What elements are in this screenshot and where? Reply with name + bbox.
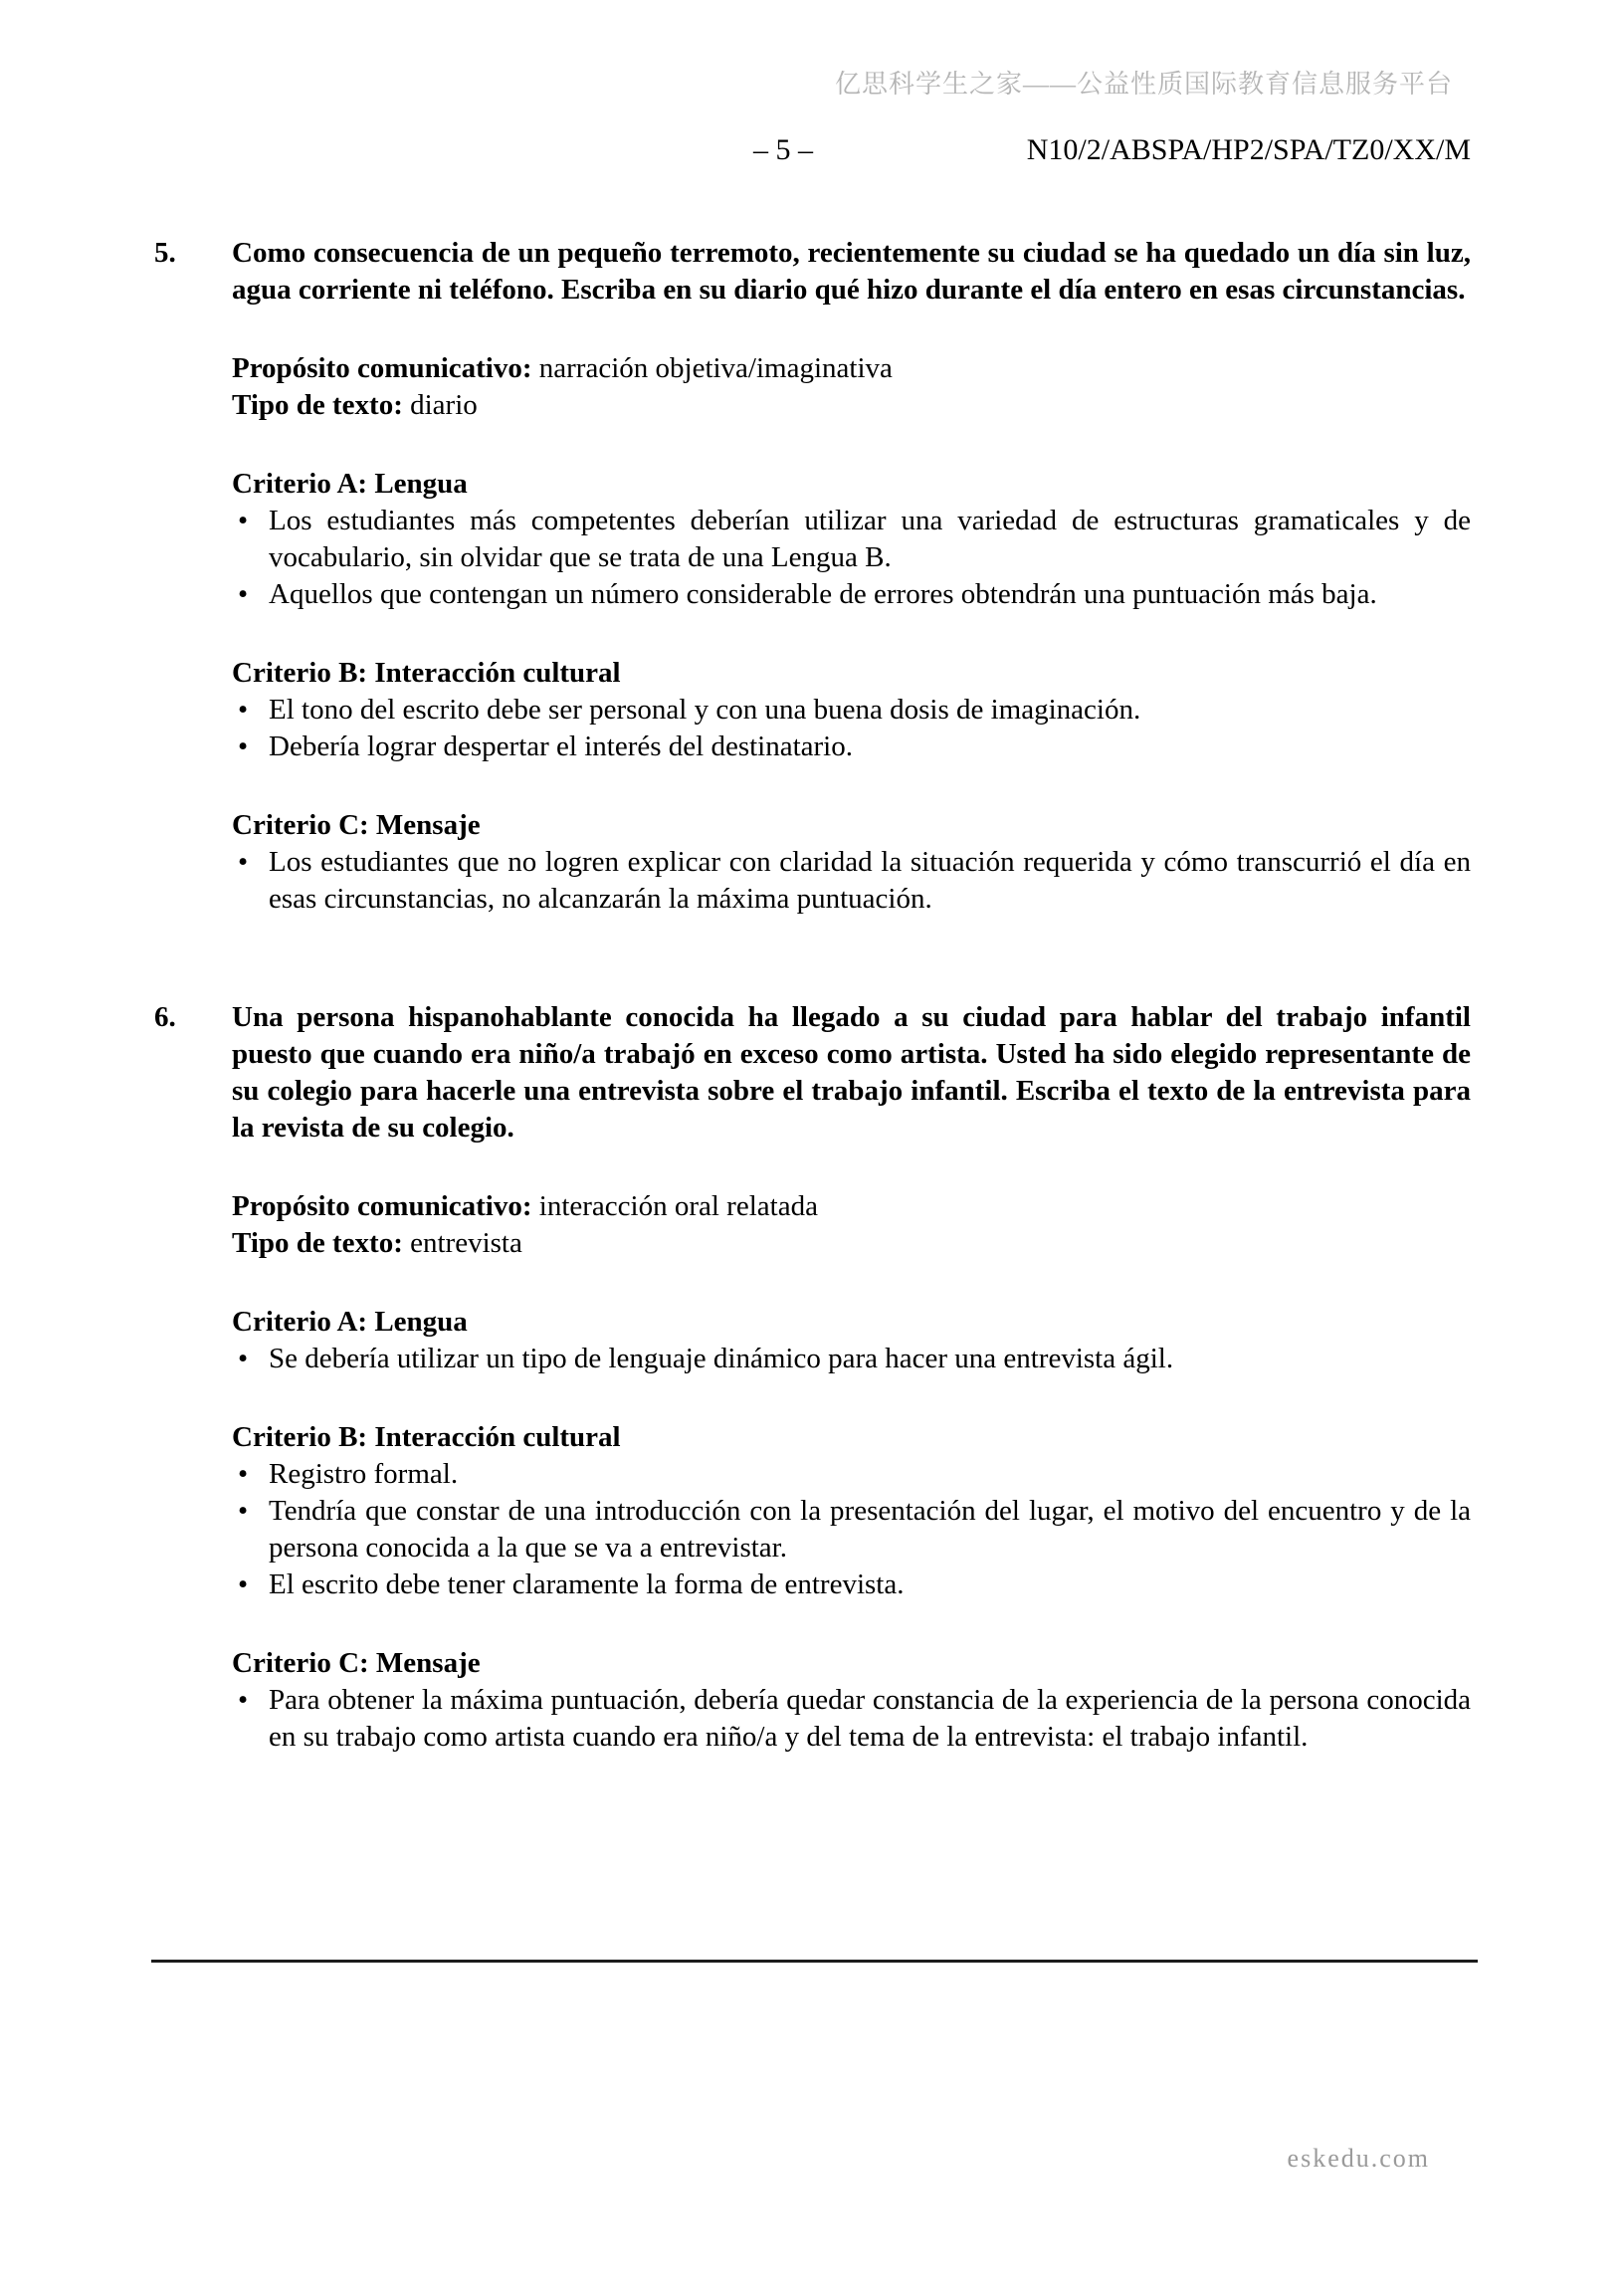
criterio-bullet bbox=[232, 729, 1471, 765]
bullet-text: Se debería utilizar un tipo de lenguaje dinámico para hacer una entrevista ágil. bbox=[269, 1343, 1174, 1374]
bullet-text: El tono del escrito debe ser personal y con una buena dosis de imaginación. bbox=[269, 694, 1141, 726]
criterio-heading: Criterio C: Mensaje bbox=[232, 1647, 481, 1679]
criterio-bullet bbox=[232, 503, 1471, 576]
criterio-bullet bbox=[232, 1456, 1471, 1493]
page-header bbox=[0, 131, 1623, 168]
criterio-heading: Criterio C: Mensaje bbox=[232, 809, 481, 841]
question-5-criterio-c bbox=[232, 807, 1471, 918]
question-6-number: 6. bbox=[154, 1001, 176, 1033]
proposito-value: narración objetiva/imaginativa bbox=[538, 352, 893, 384]
bullet-text: Debería lograr despertar el interés del destinatario. bbox=[269, 731, 853, 762]
question-5-criterio-a bbox=[232, 466, 1471, 613]
bullet-text: Los estudiantes que no logren explicar con claridad la situación requerida y cómo transcurrió el día en esas circunstancias, no alcanzarán la máxima puntuación. bbox=[269, 846, 1471, 915]
bullet-text: Los estudiantes más competentes deberían utilizar una variedad de estructuras gramaticales y de vocabulario, sin olvidar que se trata de una Lengua B. bbox=[269, 505, 1471, 573]
tipo-value: diario bbox=[410, 389, 478, 421]
proposito-value: interacción oral relatada bbox=[538, 1190, 818, 1222]
question-5-number: 5. bbox=[154, 237, 176, 269]
criterio-heading: Criterio B: Interacción cultural bbox=[232, 657, 621, 689]
criterio-bullet bbox=[232, 1341, 1471, 1377]
question-5-criterio-b bbox=[232, 655, 1471, 765]
question-6-proposito bbox=[232, 1188, 1471, 1225]
criterio-bullet bbox=[232, 576, 1471, 613]
bullet-icon: • bbox=[238, 1458, 249, 1490]
criterio-bullet bbox=[232, 692, 1471, 729]
bullet-icon: • bbox=[238, 846, 249, 878]
site-footer-text: eskedu.com bbox=[1287, 2144, 1430, 2173]
question-6 bbox=[154, 999, 1471, 1756]
question-6-criterio-a bbox=[232, 1304, 1471, 1377]
proposito-label: Propósito comunicativo: bbox=[232, 352, 532, 384]
criterio-bullet bbox=[232, 844, 1471, 918]
criterio-bullet bbox=[232, 1493, 1471, 1566]
tipo-label: Tipo de texto: bbox=[232, 1227, 403, 1259]
question-5-prompt: Como consecuencia de un pequeño terremoto, recientemente su ciudad se ha quedado un día sin luz, agua corriente ni teléfono. Escriba en su diario qué hizo durante el día entero en esas circunstancias. bbox=[232, 237, 1471, 306]
document-content bbox=[154, 235, 1471, 1756]
question-5-proposito bbox=[232, 350, 1471, 387]
bullet-icon: • bbox=[238, 1684, 249, 1716]
criterio-heading: Criterio B: Interacción cultural bbox=[232, 1421, 621, 1453]
bullet-icon: • bbox=[238, 1495, 249, 1527]
bullet-text: Aquellos que contengan un número considerable de errores obtendrán una puntuación más baja. bbox=[269, 578, 1377, 610]
question-6-body bbox=[232, 999, 1471, 1756]
footer-divider-line bbox=[151, 1960, 1478, 1963]
bullet-icon: • bbox=[238, 505, 249, 536]
bullet-text: Para obtener la máxima puntuación, debería quedar constancia de la experiencia de la persona conocida en su trabajo como artista cuando era niño/a y del tema de la entrevista: el trabajo infantil. bbox=[269, 1684, 1471, 1753]
bullet-icon: • bbox=[238, 1343, 249, 1374]
proposito-label: Propósito comunicativo: bbox=[232, 1190, 532, 1222]
criterio-heading: Criterio A: Lengua bbox=[232, 1306, 468, 1338]
criterio-bullet bbox=[232, 1566, 1471, 1603]
paper-reference-code: N10/2/ABSPA/HP2/SPA/TZ0/XX/M bbox=[1026, 133, 1471, 166]
question-5-body bbox=[232, 235, 1471, 918]
criterio-heading: Criterio A: Lengua bbox=[232, 468, 468, 500]
bullet-text: Tendría que constar de una introducción con la presentación del lugar, el motivo del encuentro y de la persona conocida a la que se va a entrevistar. bbox=[269, 1495, 1471, 1564]
criterio-bullet bbox=[232, 1682, 1471, 1756]
bullet-icon: • bbox=[238, 1568, 249, 1600]
page-number: – 5 – bbox=[753, 133, 813, 166]
bullet-icon: • bbox=[238, 694, 249, 726]
bullet-text: Registro formal. bbox=[269, 1458, 459, 1490]
bullet-text: El escrito debe tener claramente la forma de entrevista. bbox=[269, 1568, 905, 1600]
question-6-prompt: Una persona hispanohablante conocida ha llegado a su ciudad para hablar del trabajo infantil puesto que cuando era niño/a trabajó en exceso como artista. Usted ha sido elegido representante de su colegio para hacerle una entrevista sobre el trabajo infantil. Escriba el texto de la entrevista para la revista de su colegio. bbox=[232, 1001, 1471, 1144]
bullet-icon: • bbox=[238, 578, 249, 610]
question-6-criterio-c bbox=[232, 1645, 1471, 1756]
question-5 bbox=[154, 235, 1471, 918]
tipo-label: Tipo de texto: bbox=[232, 389, 403, 421]
question-6-criterio-b bbox=[232, 1419, 1471, 1603]
bullet-icon: • bbox=[238, 731, 249, 762]
question-5-tipo bbox=[232, 387, 1471, 424]
tipo-value: entrevista bbox=[410, 1227, 522, 1259]
question-6-tipo bbox=[232, 1225, 1471, 1262]
watermark-text: 亿思科学生之家——公益性质国际教育信息服务平台 bbox=[834, 70, 1453, 99]
